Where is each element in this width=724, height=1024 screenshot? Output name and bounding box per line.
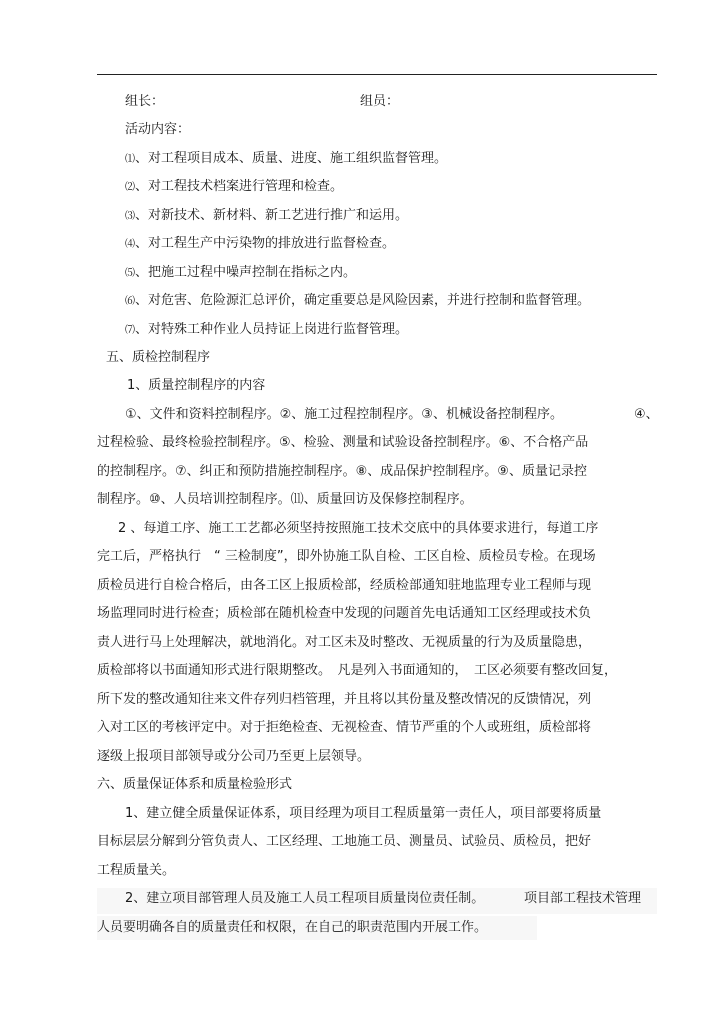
section-heading: 六、质量保证体系和质量检验形式 (97, 777, 293, 792)
activity-item (125, 207, 408, 226)
item-number: ⑺ (125, 325, 135, 336)
paragraph-line: 质检员进行自检合格后，由各工区上报质检部，经质检部通知驻地监理专业工程师与现 (97, 578, 592, 593)
paragraph-line: 的控制程序。⑦、纠正和预防措施控制程序。⑧、成品保护控制程序。⑨、质量记录控 (97, 464, 587, 479)
paragraph-line: 2 、每道工序、施工工艺都必须坚持按照施工技术交底中的具体要求进行，每道工序 (118, 521, 599, 536)
item-number: ⑴ (125, 154, 135, 165)
paragraph-line: ④、 (634, 407, 659, 422)
paragraph-line: 逐级上报项目部领导或分公司乃至更上层领导。 (97, 749, 371, 764)
activity-item (125, 235, 395, 254)
section-heading: 五、质检控制程序 (106, 350, 211, 365)
item-text: 、对危害、危险源汇总评价，确定重要总是风险因素，并进行控制和监督管理。 (135, 293, 591, 308)
paragraph-line: 完工后，严格执行 “ 三检制度”，即外协施工队自检、工区自检、质检员专检。在现场 (97, 549, 596, 564)
activity-item (125, 178, 343, 197)
paragraph-line: ①、文件和资料控制程序。②、施工过程控制程序。③、机械设备控制程序。 (125, 407, 563, 422)
paragraph-line: 工程质量关。 (97, 863, 176, 878)
item-text: 、对工程技术档案进行管理和检查。 (135, 179, 344, 194)
paragraph-line: 过程检验、最终检验控制程序。⑤、检验、测量和试验设备控制程序。⑥、不合格产品 (97, 435, 589, 450)
paragraph-line: 质检部将以书面通知形式进行限期整改。 凡是列入书面通知的， 工区必须要有整改回复， (97, 663, 618, 678)
paragraph-line: 入对工区的考核评定中。对于拒绝检查、无视检查、情节严重的个人或班组，质检部将 (97, 720, 592, 735)
item-number: ⑷ (125, 239, 135, 250)
item-text: 、对新技术、新材料、新工艺进行推广和运用。 (135, 208, 409, 223)
item-text: 、对特殊工种作业人员持证上岗进行监督管理。 (135, 322, 409, 337)
paragraph-line: 1、建立健全质量保证体系，项目经理为项目工程质量第一责任人，项目部要将质量 (125, 806, 602, 821)
paragraph-line: 责人进行马上处理解决，就地消化。对工区未及时整改、无视质量的行为及质量隐患， (97, 635, 592, 650)
paragraph-line: 场监理同时进行检查；质检部在随机检查中发现的问题首先电话通知工区经理或技术负 (97, 606, 592, 621)
paragraph-line: 项目部工程技术管理 (524, 891, 642, 906)
subsection-heading: 1、质量控制程序的内容 (127, 378, 266, 393)
paragraph-line: 制程序。⑩、人员培训控制程序。⑾、质量回访及保修控制程序。 (97, 492, 473, 507)
activity-title: 活动内容： (125, 122, 191, 137)
leader-label: 组长： (125, 94, 165, 109)
header-rule (97, 74, 657, 75)
paragraph-line: 人员要明确各自的质量责任和权限，在自己的职责范围内开展工作。 (97, 920, 488, 935)
item-text: 、对工程项目成本、质量、进度、施工组织监督管理。 (135, 151, 448, 166)
item-text: 、对工程生产中污染物的排放进行监督检查。 (135, 236, 396, 251)
item-number: ⑸ (125, 268, 135, 279)
member-label: 组员： (360, 94, 400, 109)
activity-item (125, 321, 408, 340)
activity-item (125, 292, 590, 311)
item-text: 、把施工过程中噪声控制在指标之内。 (135, 265, 357, 280)
item-number: ⑶ (125, 211, 135, 222)
paragraph-line: 目标层层分解到分管负责人、工区经理、工地施工员、测量员、试验员、质检员，把好 (97, 834, 592, 849)
activity-item (125, 150, 447, 169)
activity-item (125, 264, 356, 283)
paragraph-line: 所下发的整改通知往来文件存列归档管理，并且将以其份量及整改情况的反馈情况，列 (97, 692, 592, 707)
paragraph-line: 2、建立项目部管理人员及施工人员工程项目质量岗位责任制。 (125, 891, 485, 906)
item-number: ⑵ (125, 182, 135, 193)
item-number: ⑹ (125, 296, 135, 307)
